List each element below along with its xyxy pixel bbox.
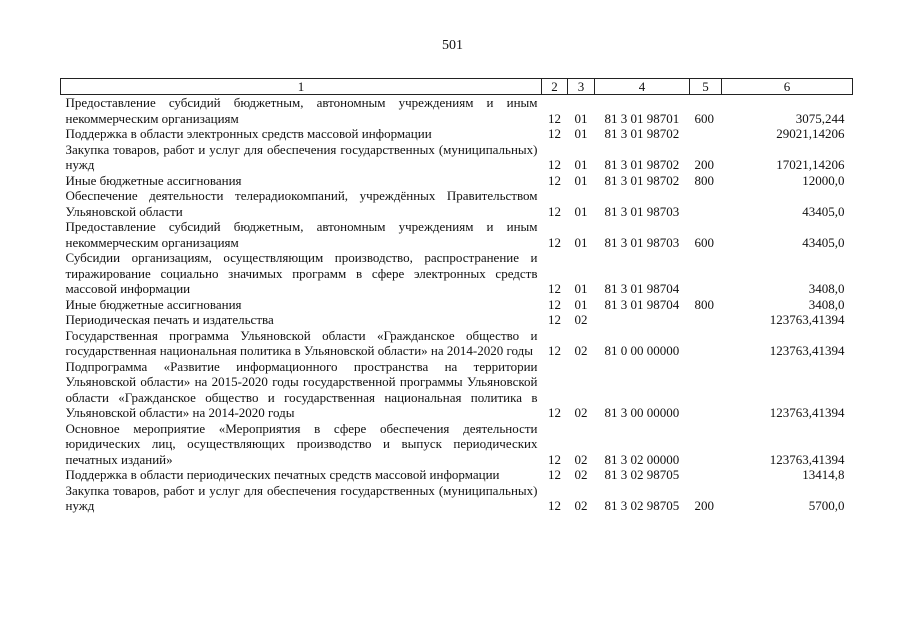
table-row [61,359,853,421]
header-col-name: 1 [61,79,542,95]
row-amount: 43405,0 [802,234,845,250]
row-section: 12 [548,281,561,296]
row-name: Закупка товаров, работ и услуг для обеспечения государственных (муниципальных) нужд [65,141,538,172]
row-target-article: 81 3 01 98702 [604,126,680,141]
row-section: 12 [548,498,561,513]
table-row [61,142,853,173]
row-target-article: 81 3 01 98704 [604,281,680,296]
row-expense-type [690,188,722,219]
row-subsection: 02 [574,312,588,327]
row-subsection: 02 [574,451,588,467]
table-row [61,421,853,468]
row-target-article: 81 3 01 98704 [604,296,680,312]
row-target-article: 81 3 02 98705 [604,467,680,482]
table-row [61,250,853,297]
row-target-article: 81 3 01 98701 [604,110,680,126]
row-expense-type [690,467,722,483]
row-amount: 123763,41394 [769,312,845,327]
table-row [61,467,853,483]
row-section: 12 [548,451,561,467]
row-subsection: 01 [574,157,588,172]
row-target-article: 81 3 01 98703 [604,203,680,219]
row-target-article: 81 3 00 00000 [604,405,680,420]
row-section: 12 [548,467,561,482]
row-name: Государственная программа Ульяновской области «Гражданское общество и государственная национальная политика в Ульяновской области» на 2014-2020 годы [65,327,538,358]
row-amount: 3408,0 [808,296,845,312]
row-subsection: 02 [574,405,588,420]
row-section: 12 [548,203,561,219]
table-row [61,297,853,313]
row-amount: 29021,14206 [776,126,845,141]
row-name: Поддержка в области электронных средств массовой информации [65,126,432,141]
row-name: Предоставление субсидий бюджетным, автономным учреждениям и иным некоммерческим организациям [65,95,538,126]
row-subsection: 02 [574,343,588,358]
row-expense-type: 200 [694,157,714,172]
row-target-article: 81 0 00 00000 [604,343,680,358]
row-target-article: 81 3 02 00000 [604,451,680,467]
row-subsection: 01 [574,110,588,126]
row-amount: 3408,0 [808,281,845,296]
row-subsection: 01 [574,296,588,312]
row-amount: 43405,0 [802,203,845,219]
row-name: Основное мероприятие «Мероприятия в сфере обеспечения деятельности юридических лиц, осуществляющих производство и выпуск периодических печатных изданий» [65,420,538,467]
row-expense-type [690,126,722,142]
row-expense-type: 800 [694,296,714,312]
table-header-row [61,79,853,95]
row-name: Иные бюджетные ассигнования [65,172,242,188]
page-number: 501 [442,38,463,53]
row-name: Субсидии организациям, осуществляющим производство, распространение и тиражирование социально значимых программ в сфере электронных средств массовой информации [65,250,538,296]
row-amount: 5700,0 [808,498,845,513]
row-name: Закупка товаров, работ и услуг для обеспечения государственных (муниципальных) нужд [65,482,538,513]
row-name: Поддержка в области периодических печатных средств массовой информации [65,467,500,482]
row-amount: 17021,14206 [776,157,845,172]
row-target-article: 81 3 01 98702 [604,172,680,188]
row-section: 12 [548,126,561,141]
table-row [61,328,853,359]
row-subsection: 01 [574,234,588,250]
row-subsection: 01 [574,126,588,141]
row-section: 12 [548,343,561,358]
row-amount: 13414,8 [802,467,845,482]
row-target-article [595,312,690,328]
row-name: Подпрограмма «Развитие информационного пространства на территории Ульяновской области» на 2015-2020 годы государственной программы Ульяновской области «Гражданское общество и государственная национальная политика в Ульяновской области» на 2014-2020 годы [65,358,538,420]
row-name: Предоставление субсидий бюджетным, автономным учреждениям и иным некоммерческим организациям [65,219,538,250]
row-section: 12 [548,110,561,126]
table-row [61,95,853,127]
row-expense-type [690,328,722,359]
row-section: 12 [548,296,561,312]
header-col-subsection: 3 [568,79,595,95]
row-name: Обеспечение деятельности телерадиокомпаний, учреждённых Правительством Ульяновской области [65,188,538,219]
row-expense-type: 800 [694,172,714,188]
row-amount: 123763,41394 [769,343,845,358]
row-section: 12 [548,172,561,188]
row-expense-type [690,421,722,468]
table-row [61,188,853,219]
row-section: 12 [548,312,561,327]
row-target-article: 81 3 01 98702 [604,157,680,172]
row-section: 12 [548,234,561,250]
header-col-section: 2 [542,79,568,95]
header-col-expense-type: 5 [690,79,722,95]
row-subsection: 01 [574,281,588,296]
table-row [61,483,853,514]
row-amount: 3075,244 [795,110,845,126]
header-col-target-article: 4 [595,79,690,95]
row-section: 12 [548,157,561,172]
row-expense-type [690,312,722,328]
row-section: 12 [548,405,561,420]
row-subsection: 02 [574,498,588,513]
row-subsection: 01 [574,172,588,188]
row-expense-type: 600 [694,234,714,250]
row-name: Периодическая печать и издательства [65,312,274,327]
table-row [61,173,853,189]
table-row [61,219,853,250]
row-expense-type: 600 [694,110,714,126]
row-subsection: 02 [574,467,588,482]
row-target-article: 81 3 01 98703 [604,234,680,250]
row-amount: 123763,41394 [769,405,845,420]
row-subsection: 01 [574,203,588,219]
header-col-amount: 6 [722,79,853,95]
row-expense-type: 200 [694,498,714,513]
table-row [61,126,853,142]
budget-table [60,78,853,514]
row-expense-type [690,250,722,297]
row-name: Иные бюджетные ассигнования [65,296,242,312]
row-expense-type [690,359,722,421]
row-amount: 12000,0 [802,172,845,188]
row-amount: 123763,41394 [769,451,845,467]
table-row [61,312,853,328]
row-target-article: 81 3 02 98705 [604,498,680,513]
